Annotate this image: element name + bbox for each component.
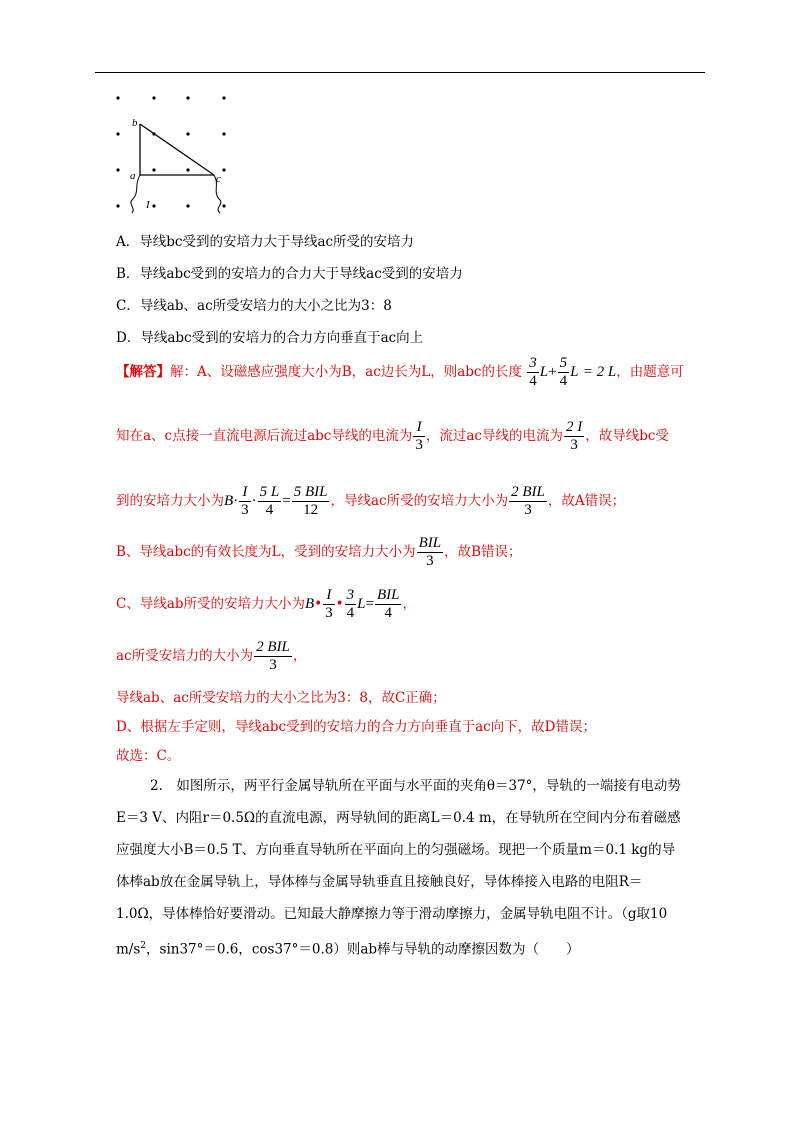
fraction-5BIL-12: $\frac{\text{5 BIL}}{12}$ [293, 484, 328, 518]
solution-line-2: 知在a、c点接一直流电源后流过abc导线的电流为 $\frac{I}{3}$ ，流过ac导线的电流为 $\frac{2 I}{3}$ ，故导线bc受 [116, 419, 669, 453]
fraction-2BIL-3: $\frac{\text{2 BIL}}{3}$ [511, 484, 545, 518]
lead-wires [131, 175, 221, 213]
fraction-5L-4: $\frac{5 L}{4}$ [259, 484, 280, 518]
solution-line-9: 故选：C。 [116, 748, 181, 764]
fraction-BIL-4: $\frac{\text{BIL}}{4}$ [376, 587, 400, 621]
fraction-BIL-3: $\frac{\text{BIL}}{3}$ [418, 535, 442, 569]
solution-line-5: C、导线ab所受的安培力大小为B• $\frac{I}{3}$ • $\frac{3}{4}$ L= $\frac{\text{BIL}}{4}$ ， [116, 587, 416, 621]
label-current: I [146, 199, 150, 211]
solution-tag: 【解答】 [116, 364, 170, 380]
label-a: a [130, 170, 136, 182]
fraction-5-4: $\frac{5}{4}$ [559, 355, 568, 389]
fraction-I-3: $\frac{I}{3}$ [415, 419, 423, 453]
question-2: 2. 如图所示，两平行金属导轨所在平面与水平面的夹角θ＝37°，导轨的一端接有电动势 E＝3 V、内阻r＝0.5Ω的直流电源，两导轨间的距离L＝0.4 m，在导轨所在空间内分布着磁感 应强度大小B＝0.5 T、方向垂直导轨所在平面向上的匀强磁场。现把一个质量m＝0.1 kg的导 体棒ab放在金属导轨上，导体棒与金属导轨垂直且接触良好，导体棒接入电路的电阻R＝ 1.0Ω，导体棒恰好要滑动。已知最大静摩擦力等于滑动摩擦力，金属导轨电阻不计。（g取10 $m/s^2$，sin37°＝0.6，cos37°＝0.8）则ab棒与导轨的动摩擦因数为（ ） [116, 778, 681, 958]
option-b: B．导线abc受到的安培力的合力大于导线ac受到的安培力 [116, 266, 463, 282]
option-c: C．导线ab、ac所受安培力的大小之比为3：8 [116, 298, 392, 314]
solution-line-4: B、导线abc的有效长度为L，受到的安培力大小为 $\frac{\text{BIL}}{3}$ ，故B错误； [116, 535, 522, 569]
solution-line-6: ac所受安培力的大小为 $\frac{\text{2 BIL}}{3}$ ， [116, 639, 307, 673]
fraction-2I-3: $\frac{2 I}{3}$ [565, 419, 583, 453]
option-a: A．导线bc受到的安培力大于导线ac所受的安培力 [116, 234, 415, 250]
field-dots [116, 96, 225, 207]
solution-line-8: D、根据左手定则，导线abc受到的安培力的合力方向垂直于ac向下，故D错误； [116, 719, 597, 735]
label-b: b [132, 117, 138, 129]
solution-line-3: 到的安培力大小为B· $\frac{I}{3}$ · $\frac{5 L}{4}$ = $\frac{\text{5 BIL}}{12}$ ，导线ac所受的安培力大小为 $\frac{\text{2 BIL}}{3}$ ，故A错误； [116, 484, 626, 518]
triangle-wire-abc [140, 124, 214, 175]
solution-line-7: 导线ab、ac所受安培力的大小之比为3：8，故C正确； [116, 690, 446, 706]
option-d: D．导线abc受到的安培力的合力方向垂直于ac向上 [116, 330, 424, 346]
magnetic-field-figure [110, 90, 235, 215]
label-c: c [216, 173, 221, 185]
header-rule [95, 72, 705, 73]
fraction-3-4: $\frac{3}{4}$ [529, 355, 537, 389]
solution-line-1: 【解答】解：A、设磁感应强度大小为B，ac边长为L，则abc的长度 $\frac{3}{4}$ L+ $\frac{5}{4}$ L = 2 L，由题意可 [116, 355, 684, 389]
